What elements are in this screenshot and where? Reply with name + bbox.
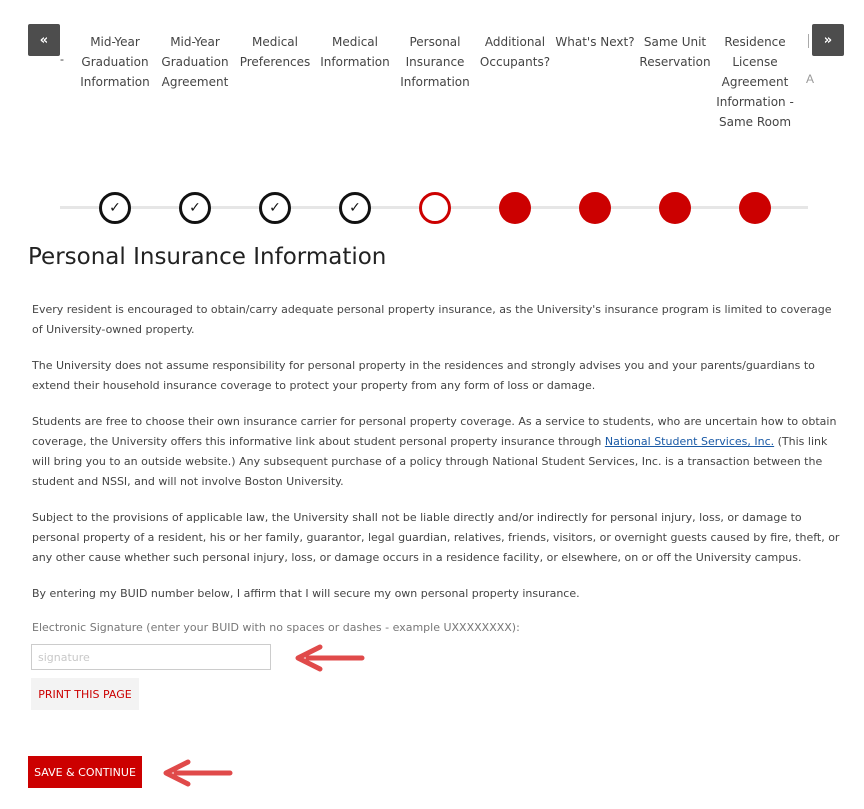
check-icon: ✓ — [349, 200, 361, 216]
partial-step-marker-right — [808, 34, 813, 48]
check-icon: ✓ — [189, 200, 201, 216]
step-dot-9[interactable] — [739, 192, 771, 224]
prev-steps-button[interactable] — [28, 24, 60, 56]
check-icon: ✓ — [269, 200, 281, 216]
check-icon: ✓ — [109, 200, 121, 216]
step-dot-5-current[interactable] — [419, 192, 451, 224]
next-steps-button[interactable] — [812, 24, 844, 56]
step-label-additional-occupants[interactable]: Additional Occupants? — [479, 35, 551, 69]
step-label-whats-next[interactable]: What's Next? — [555, 35, 635, 49]
step-label-medical-preferences[interactable]: Medical Preferences — [239, 35, 311, 69]
signature-label: Electronic Signature (enter your BUID with no spaces or dashes - example UXXXXXXXX): — [32, 621, 520, 634]
step-dot-8[interactable] — [659, 192, 691, 224]
arrow-left-icon — [290, 644, 366, 674]
paragraph-text-after-link: (This link will bring you to an outside website.) Any subsequent purchase of a policy through National Student Services, Inc. is a transaction between the student and NSSI, and will not involve Boston University. — [32, 435, 828, 488]
double-chevron-left-icon: « — [39, 32, 49, 48]
partial-step-label-right: A — [806, 72, 815, 86]
national-student-services-link[interactable]: National Student Services, Inc. — [604, 435, 775, 448]
step-label-medical-information[interactable]: Medical Information — [320, 35, 390, 69]
step-label-same-unit-reservation[interactable]: Same Unit Reservation — [639, 35, 711, 69]
page-title: Personal Insurance Information — [28, 244, 387, 270]
step-label-personal-insurance-information[interactable]: Personal Insurance Information — [400, 35, 470, 89]
step-dot-3[interactable] — [259, 192, 291, 224]
partial-step-label-left: - — [60, 52, 64, 66]
signature-input[interactable] — [31, 644, 271, 670]
paragraph-responsibility: The University does not assume responsibility for personal property in the residences and strongly advises you and your parents/guardians to extend their household insurance coverage to protect your property from any form of loss or damage. — [32, 359, 815, 392]
paragraph-affirmation: By entering my BUID number below, I affirm that I will secure my own personal property insurance. — [32, 587, 580, 600]
step-label-mid-year-graduation-information[interactable]: Mid-Year Graduation Information — [80, 35, 150, 89]
arrow-left-icon — [158, 758, 234, 788]
step-label-mid-year-graduation-agreement[interactable]: Mid-Year Graduation Agreement — [161, 35, 229, 89]
paragraph-insurance-encouragement: Every resident is encouraged to obtain/carry adequate personal property insurance, as the University's insurance program is limited to coverage of University-owned property. — [32, 303, 832, 336]
step-dot-2[interactable] — [179, 192, 211, 224]
step-dot-1[interactable] — [99, 192, 131, 224]
step-label-residence-license-agreement[interactable]: Residence License Agreement Information - Same Room — [716, 35, 794, 129]
step-dot-4[interactable] — [339, 192, 371, 224]
paragraph-liability: Subject to the provisions of applicable law, the University shall not be liable directly and/or indirectly for personal injury, loss, or damage to personal property of a resident, his or her family, guarantor, legal guardian, relatives, friends, visitors, or overnight guests caused by fire, theft, or any other cause whether such personal injury, loss, or damage occurs in a residence facility, or elsewhere, on or off the University campus. — [32, 511, 840, 564]
step-dot-7[interactable] — [579, 192, 611, 224]
save-and-continue-button[interactable]: SAVE & CONTINUE — [28, 756, 142, 788]
step-dot-6[interactable] — [499, 192, 531, 224]
double-chevron-right-icon: » — [823, 32, 833, 48]
paragraph-insurance-carrier — [32, 412, 842, 492]
paragraph-text-before-link: Students are free to choose their own insurance carrier for personal property coverage. As a service to students, who are uncertain how to obtain coverage, the University offers this informative link about student personal property insurance through — [32, 415, 837, 448]
print-page-button[interactable]: PRINT THIS PAGE — [31, 678, 139, 710]
